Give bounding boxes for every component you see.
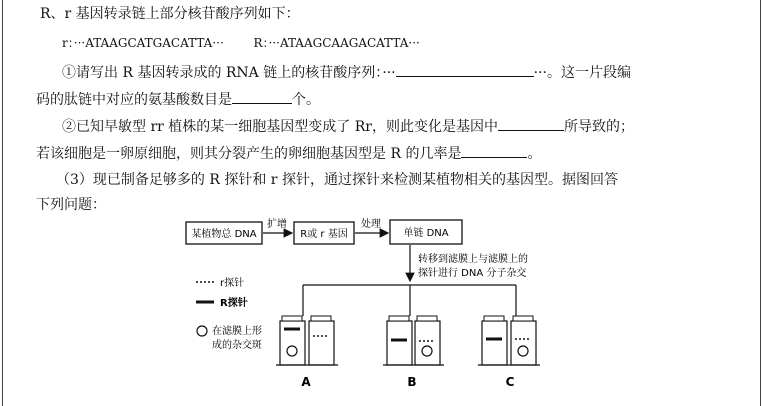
q1-text-a: ①请写出 R 基因转录成的 RNA 链上的核苷酸序列：··· [62, 65, 396, 81]
q3-text-b: 下列问题： [36, 197, 106, 213]
intro-text: R、r 基因转录链上部分核苷酸序列如下： [40, 6, 300, 22]
legend-spot-label-2: 成的杂交斑 [212, 340, 262, 351]
legend-r-probe-label: r探针 [220, 278, 245, 289]
label-A: A [301, 375, 311, 389]
transfer-text-1: 转移到滤膜上与滤膜上的 [418, 254, 528, 265]
label-C: C [505, 375, 515, 389]
q1-text-d: 个。 [292, 92, 320, 108]
q2-text-c: 若该细胞是一卵原细胞，则其分裂产生的卵细胞基因型是 R 的几率是 [36, 146, 462, 162]
membrane-group-A [276, 316, 338, 365]
q2-text-a: ②已知早敏型 rr 植株的某一细胞基因型变成了 Rr，则此变化是基因中 [62, 119, 498, 135]
membrane-group-C [478, 316, 540, 365]
box-single-dna-label: 单链 DNA [403, 228, 449, 239]
q2-text-d: 。 [527, 146, 542, 162]
q2-text-b: 所导致的； [563, 119, 634, 135]
seq-R-value: ···ATAAGCAAGACATTA··· [268, 36, 420, 50]
q1-text-c: 码的肽链中对应的氨基酸数目是 [36, 92, 232, 108]
seq-R-label: R： [253, 36, 269, 50]
membrane-group-B [383, 316, 444, 365]
legend-R-probe-label: R探针 [220, 298, 248, 309]
label-B: B [407, 375, 417, 389]
arrow-process-label: 处理 [361, 219, 381, 230]
seq-r-value: ···ATAAGCATGACATTA··· [73, 36, 224, 50]
transfer-text-2: 探针进行 DNA 分子杂交 [418, 268, 527, 279]
arrow-amplify-label: 扩增 [267, 219, 287, 230]
legend-spot-symbol [197, 326, 207, 336]
legend-spot-label-1: 在滤膜上形 [212, 326, 262, 337]
q3-text-a: （3）现已制备足够多的 R 探针和 r 探针，通过探针来检测某植物相关的基因型。据图回答 [56, 172, 618, 188]
box-total-dna-label: 某植物总 DNA [191, 229, 257, 240]
seq-r-label: r： [62, 36, 74, 50]
q1-text-b: ···。这一片段编 [533, 65, 631, 81]
box-gene-label: R或 r 基因 [300, 229, 348, 240]
